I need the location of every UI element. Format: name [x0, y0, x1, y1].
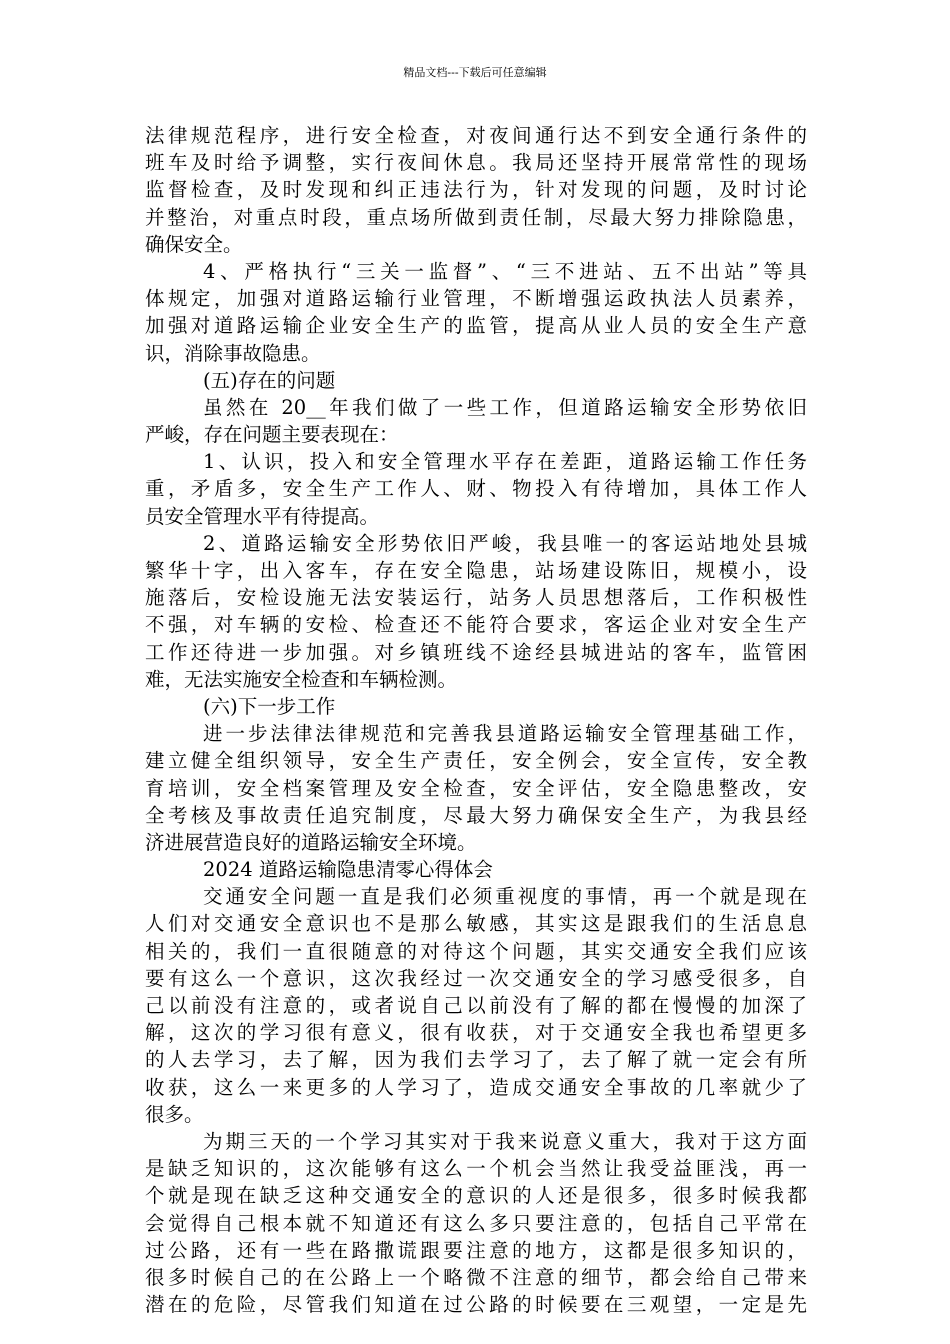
text-line: 体规定，加强对道路运输行业管理，不断增强运政执法人员素养， — [145, 287, 807, 311]
section-heading: (六)下一步工作 — [203, 694, 336, 718]
text-line: 相关的，我们一直很随意的对待这个问题，其实交通安全我们应该 — [145, 939, 807, 963]
text-line: 全考核及事故责任追究制度，尽最大努力确保安全生产，为我县经 — [145, 803, 807, 827]
section-heading: (五)存在的问题 — [203, 368, 336, 392]
text-line: 施落后，安检设施无法安装运行，站务人员思想落后，工作积极性 — [145, 586, 807, 610]
text-line: 进一步法律法律规范和完善我县道路运输安全管理基础工作， — [203, 722, 807, 746]
text-line: 收获，这么一来更多的人学习了，造成交通安全事故的几率就少了 — [145, 1075, 807, 1099]
text-line: 4、严格执行“三关一监督”、“三不进站、五不出站”等具 — [203, 259, 807, 283]
text-line: 重，矛盾多，安全生产工作人、财、物投入有待增加，具体工作人 — [145, 477, 807, 501]
text-line: 很多时候自己的在公路上一个略微不注意的细节，都会给自己带来 — [145, 1265, 807, 1289]
text-line: 交通安全问题一直是我们必须重视度的事情，再一个就是现在 — [203, 885, 807, 909]
text-line: 识，消除事故隐患。 — [145, 341, 321, 365]
text-line: 并整治，对重点时段，重点场所做到责任制，尽最大努力排除隐患， — [145, 205, 807, 229]
text-line: 工作还待进一步加强。对乡镇班线不途经县城进站的客车，监管困 — [145, 640, 807, 664]
text-line: 很多。 — [145, 1102, 204, 1126]
text-line: 虽然在 20__年我们做了一些工作，但道路运输安全形势依旧 — [203, 395, 807, 419]
text-line: 过公路，还有一些在路撒谎跟要注意的地方，这都是很多知识的， — [145, 1238, 807, 1262]
text-line: 要有这么一个意识，这次我经过一次交通安全的学习感受很多，自 — [145, 966, 807, 990]
text-line: 加强对道路运输企业安全生产的监管，提高从业人员的安全生产意 — [145, 314, 807, 338]
text-line: 繁华十字，出入客车，存在安全隐患，站场建设陈旧，规模小，设 — [145, 559, 807, 582]
text-line: 人们对交通安全意识也不是那么敏感，其实这是跟我们的生活息息 — [145, 912, 807, 936]
text-line: 法律规范程序，进行安全检查，对夜间通行达不到安全通行条件的 — [145, 124, 807, 147]
text-line: 难，无法实施安全检查和车辆检测。 — [145, 667, 458, 691]
text-line: 的人去学习，去了解，因为我们去学习了，去了解了就一定会有所 — [145, 1048, 807, 1072]
text-line: 解，这次的学习很有意义，很有收获，对于交通安全我也希望更多 — [145, 1021, 807, 1045]
text-line: 确保安全。 — [145, 232, 243, 256]
text-line: 己以前没有注意的，或者说自己以前没有了解的都在慢慢的加深了 — [145, 994, 807, 1017]
text-line: 严峻，存在问题主要表现在： — [145, 423, 399, 447]
text-line: 班车及时给予调整，实行夜间休息。我局还坚持开展常常性的现场 — [145, 151, 807, 175]
text-line: 是缺乏知识的，这次能够有这么一个机会当然让我受益匪浅，再一 — [145, 1157, 807, 1181]
text-line: 2、道路运输安全形势依旧严峻，我县唯一的客运站地处县城 — [203, 531, 807, 555]
text-line: 建立健全组织领导，安全生产责任，安全例会，安全宣传，安全教 — [145, 749, 807, 773]
text-line: 监督检查，及时发现和纠正违法行为，针对发现的问题，及时讨论 — [145, 178, 807, 202]
text-line: 济进展营造良好的道路运输安全环境。 — [145, 830, 477, 854]
page-header: 精品文档---下载后可任意编辑 — [403, 66, 547, 79]
text-line: 为期三天的一个学习其实对于我来说意义重大，我对于这方面 — [203, 1129, 807, 1153]
text-line: 潜在的危险，尽管我们知道在过公路的时候要在三观望，一定是先 — [145, 1293, 807, 1317]
text-line: 育培训，安全档案管理及安全检查，安全评估，安全隐患整改，安 — [145, 776, 807, 800]
text-line: 会觉得自己根本就不知道还有这么多只要注意的，包括自己平常在 — [145, 1211, 807, 1235]
text-line: 1、认识，投入和安全管理水平存在差距，道路运输工作任务 — [203, 450, 807, 474]
article-title: 2024 道路运输隐患清零心得体会 — [203, 858, 493, 882]
text-line: 不强，对车辆的安检、检查还不能符合要求，客运企业对安全生产 — [145, 613, 807, 637]
document-body — [145, 122, 807, 1318]
text-line: 员安全管理水平有待提高。 — [145, 504, 380, 528]
text-line: 个就是现在缺乏这种交通安全的意识的人还是很多，很多时候我都 — [145, 1184, 807, 1208]
